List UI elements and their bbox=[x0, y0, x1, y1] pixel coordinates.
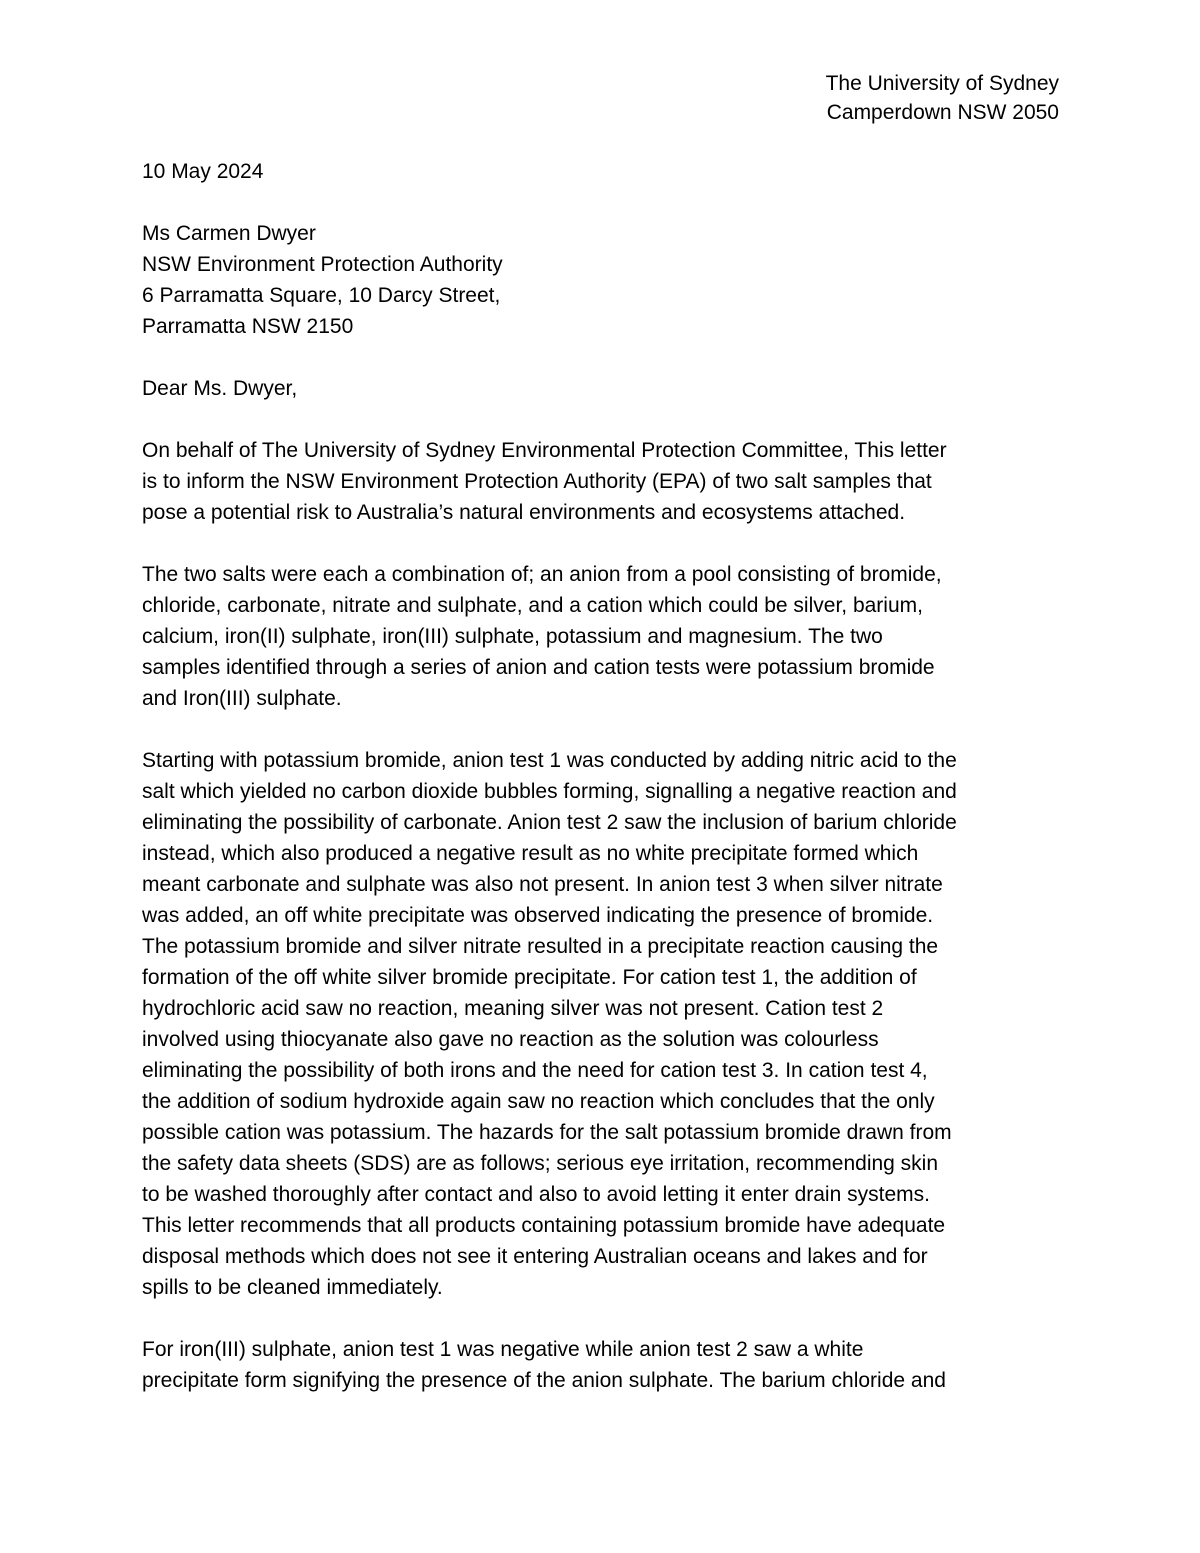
recipient-suburb: Parramatta NSW 2150 bbox=[142, 315, 354, 338]
paragraph-line: meant carbonate and sulphate was also not present. In anion test 3 when silver nitrate bbox=[142, 873, 943, 896]
paragraph-line: This letter recommends that all products containing potassium bromide have adequate bbox=[142, 1214, 946, 1237]
paragraph-line: and Iron(III) sulphate. bbox=[142, 687, 342, 710]
sender-address-line-2: Camperdown NSW 2050 bbox=[826, 101, 1059, 124]
paragraph-line: disposal methods which does not see it entering Australian oceans and lakes and for bbox=[142, 1245, 928, 1268]
paragraph-line: formation of the off white silver bromide precipitate. For cation test 1, the addition of bbox=[142, 966, 917, 989]
paragraph-line: the addition of sodium hydroxide again saw no reaction which concludes that the only bbox=[142, 1090, 935, 1113]
paragraph-line: is to inform the NSW Environment Protection Authority (EPA) of two salt samples that bbox=[142, 470, 932, 493]
paragraph-line: to be washed thoroughly after contact and also to avoid letting it enter drain systems. bbox=[142, 1183, 930, 1206]
paragraph-line: the safety data sheets (SDS) are as follows; serious eye irritation, recommending skin bbox=[142, 1152, 939, 1175]
recipient-name: Ms Carmen Dwyer bbox=[142, 222, 316, 245]
paragraph-line: pose a potential risk to Australia’s natural environments and ecosystems attached. bbox=[142, 501, 906, 524]
paragraph-potassium-bromide bbox=[142, 745, 1062, 1303]
paragraph-line: precipitate form signifying the presence of the anion sulphate. The barium chloride and bbox=[142, 1369, 946, 1392]
paragraph-line: On behalf of The University of Sydney Environmental Protection Committee, This letter bbox=[142, 439, 947, 462]
recipient-organisation: NSW Environment Protection Authority bbox=[142, 253, 503, 276]
paragraph-line: was added, an off white precipitate was observed indicating the presence of bromide. bbox=[142, 904, 934, 927]
sender-address-line-1: The University of Sydney bbox=[825, 72, 1059, 95]
letter-date: 10 May 2024 bbox=[142, 160, 264, 183]
paragraph-salts-overview bbox=[142, 559, 1062, 714]
paragraph-line: instead, which also produced a negative result as no white precipitate formed which bbox=[142, 842, 919, 865]
salutation: Dear Ms. Dwyer, bbox=[142, 377, 298, 400]
paragraph-iron-iii-sulphate bbox=[142, 1334, 1062, 1396]
paragraph-line: involved using thiocyanate also gave no reaction as the solution was colourless bbox=[142, 1028, 879, 1051]
paragraph-line: The two salts were each a combination of; an anion from a pool consisting of bromide, bbox=[142, 563, 942, 586]
paragraph-line: hydrochloric acid saw no reaction, meaning silver was not present. Cation test 2 bbox=[142, 997, 884, 1020]
paragraph-line: The potassium bromide and silver nitrate resulted in a precipitate reaction causing the bbox=[142, 935, 939, 958]
paragraph-line: Starting with potassium bromide, anion test 1 was conducted by adding nitric acid to the bbox=[142, 749, 957, 772]
sender-address bbox=[826, 69, 1059, 127]
paragraph-line: For iron(III) sulphate, anion test 1 was negative while anion test 2 saw a white bbox=[142, 1338, 864, 1361]
recipient-street: 6 Parramatta Square, 10 Darcy Street, bbox=[142, 284, 501, 307]
recipient-address bbox=[142, 218, 1062, 342]
paragraph-line: eliminating the possibility of both irons and the need for cation test 3. In cation test 4, bbox=[142, 1059, 928, 1082]
paragraph-line: eliminating the possibility of carbonate. Anion test 2 saw the inclusion of barium chloride bbox=[142, 811, 957, 834]
paragraph-introduction bbox=[142, 435, 1062, 528]
paragraph-line: samples identified through a series of anion and cation tests were potassium bromide bbox=[142, 656, 935, 679]
paragraph-line: calcium, iron(II) sulphate, iron(III) sulphate, potassium and magnesium. The two bbox=[142, 625, 883, 648]
paragraph-line: salt which yielded no carbon dioxide bubbles forming, signalling a negative reaction and bbox=[142, 780, 957, 803]
paragraph-line: chloride, carbonate, nitrate and sulphate, and a cation which could be silver, barium, bbox=[142, 594, 923, 617]
paragraph-line: spills to be cleaned immediately. bbox=[142, 1276, 443, 1299]
paragraph-line: possible cation was potassium. The hazards for the salt potassium bromide drawn from bbox=[142, 1121, 952, 1144]
letter-body bbox=[142, 156, 1062, 1427]
